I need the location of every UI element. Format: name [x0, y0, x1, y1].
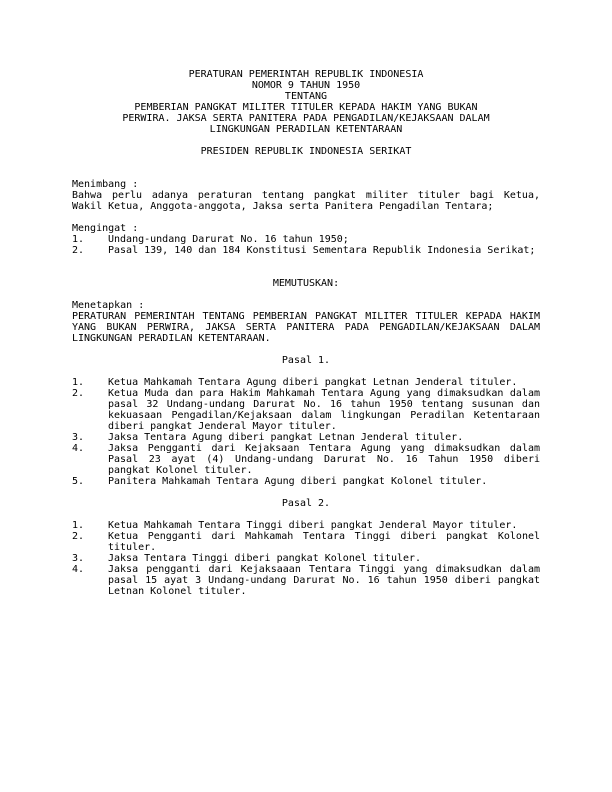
- title-line: PEMBERIAN PANGKAT MILITER TITULER KEPADA HAKIM YANG BUKAN: [134, 102, 478, 113]
- item-number: 4.: [72, 443, 85, 454]
- list-item: [72, 432, 540, 443]
- list-item: [72, 443, 540, 476]
- item-text: Ketua Muda dan para Hakim Mahkamah Tentara Agung yang dimaksudkan dalam pasal 32 Undang-undang Darurat No. 16 tahun 1950 tentang susunan dan kekuasaan Pengadilan/Kejaksaan dalam lingkungan Peradilan Ketentaraan diberi pangkat Jenderal Mayor tituler.: [108, 388, 540, 432]
- list-item: [72, 564, 540, 597]
- item-text: Jaksa pengganti dari Kejaksaaan Tentara Tinggi yang dimaksudkan dalam pasal 15 ayat 3 Undang-undang Darurat No. 16 tahun 1950 diberi pangkat Letnan Kolonel tituler.: [108, 564, 540, 597]
- item-text: Ketua Pengganti dari Mahkamah Tentara Tinggi diberi pangkat Kolonel tituler.: [108, 531, 540, 553]
- menimbang-label: Menimbang :: [72, 179, 139, 190]
- item-number: 2.: [72, 245, 85, 256]
- list-item: [72, 234, 540, 245]
- item-number: 2.: [72, 388, 85, 399]
- list-item: [72, 553, 540, 564]
- list-item: [72, 476, 540, 487]
- item-text: Jaksa Pengganti dari Kejaksaan Tentara Agung yang dimaksudkan dalam Pasal 23 ayat (4) Undang-undang Darurat No. 16 Tahun 1950 diberi pangkat Kolonel tituler.: [108, 443, 540, 476]
- item-text: Pasal 139, 140 dan 184 Konstitusi Sementara Republik Indonesia Serikat;: [108, 245, 536, 256]
- document-title: [72, 69, 540, 135]
- document-page: [72, 69, 540, 597]
- title-line: LINGKUNGAN PERADILAN KETENTARAAN: [209, 124, 403, 135]
- list-item: [72, 388, 540, 432]
- mengingat-label: Mengingat :: [72, 223, 139, 234]
- menetapkan-label: Menetapkan :: [72, 300, 145, 311]
- item-number: 4.: [72, 564, 85, 575]
- item-text: Ketua Mahkamah Tentara Tinggi diberi pangkat Jenderal Mayor tituler.: [108, 520, 518, 531]
- list-item: [72, 531, 540, 553]
- item-number: 3.: [72, 553, 85, 564]
- title-line: NOMOR 9 TAHUN 1950: [251, 80, 361, 91]
- item-number: 5.: [72, 476, 85, 487]
- title-line: PERATURAN PEMERINTAH REPUBLIK INDONESIA: [188, 69, 424, 80]
- item-number: 2.: [72, 531, 85, 542]
- item-text: Jaksa Tentara Tinggi diberi pangkat Kolonel tituler.: [108, 553, 422, 564]
- menetapkan-text: PERATURAN PEMERINTAH TENTANG PEMBERIAN PANGKAT MILITER TITULER KEPADA HAKIM YANG BUKAN PERWIRA, JAKSA SERTA PANITERA PADA PENGADILAN/KEJAKSAAN DALAM LINGKUNGAN PERADILAN KETENTARAAN.: [72, 311, 540, 344]
- item-number: 1.: [72, 377, 85, 388]
- pasal-2-title: Pasal 2.: [281, 498, 331, 509]
- item-number: 3.: [72, 432, 85, 443]
- item-text: Ketua Mahkamah Tentara Agung diberi pangkat Letnan Jenderal tituler.: [108, 377, 518, 388]
- item-number: 1.: [72, 234, 85, 245]
- title-line: TENTANG: [284, 91, 328, 102]
- list-item: [72, 245, 540, 256]
- item-text: Jaksa Tentara Agung diberi pangkat Letnan Jenderal tituler.: [108, 432, 464, 443]
- menimbang-text: Bahwa perlu adanya peraturan tentang pangkat militer tituler bagi Ketua, Wakil Ketua, Anggota-anggota, Jaksa serta Panitera Pengadilan Tentara;: [72, 190, 540, 212]
- issuer: PRESIDEN REPUBLIK INDONESIA SERIKAT: [200, 146, 412, 157]
- item-number: 1.: [72, 520, 85, 531]
- list-item: [72, 520, 540, 531]
- memutuskan-heading: MEMUTUSKAN:: [272, 278, 340, 289]
- pasal-1-title: Pasal 1.: [281, 355, 331, 366]
- title-line: PERWIRA. JAKSA SERTA PANITERA PADA PENGADILAN/KEJAKSAAN DALAM: [122, 113, 490, 124]
- item-text: Undang-undang Darurat No. 16 tahun 1950;: [108, 234, 349, 245]
- item-text: Panitera Mahkamah Tentara Agung diberi pangkat Kolonel tituler.: [108, 476, 488, 487]
- list-item: [72, 377, 540, 388]
